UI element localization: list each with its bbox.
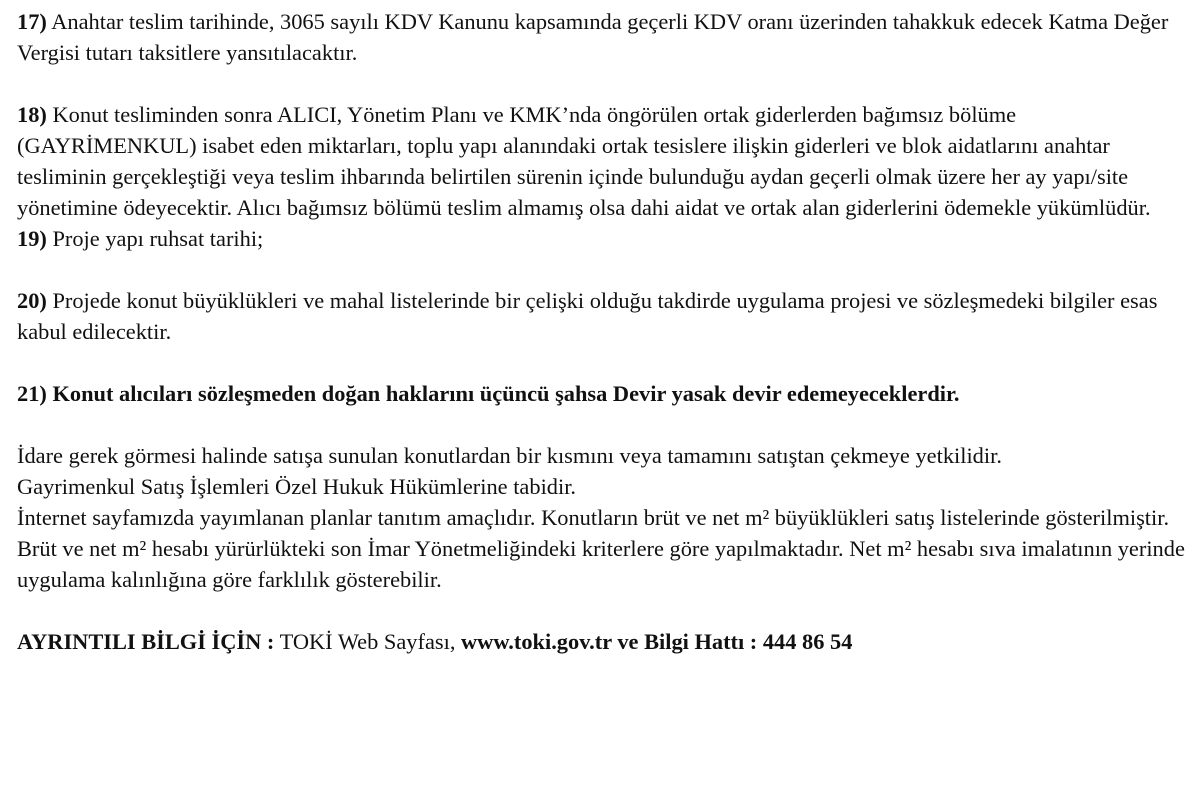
note-private-law: Gayrimenkul Satış İşlemleri Özel Hukuk Hükümlerine tabidir. bbox=[17, 474, 577, 499]
clause-text: Proje yapı ruhsat tarihi; bbox=[46, 226, 264, 251]
spacer bbox=[17, 254, 1185, 285]
clause-text: Konut alıcıları sözleşmeden doğan haklarını üçüncü şahsa Devir yasak devir edemeyeceklerdir. bbox=[46, 381, 960, 406]
contact-middle: TOKİ Web Sayfası, bbox=[274, 629, 462, 654]
spacer bbox=[17, 347, 1185, 378]
clause-text: Konut tesliminden sonra ALICI, Yönetim Planı ve KMK’nda öngörülen ortak giderlerden bağımsız bölüme (GAYRİMENKUL) isabet eden miktarları, toplu yapı alanındaki ortak tesislere ilişkin giderleri ve blok aidatlarını anahtar tesliminin gerçekleştiği veya teslim ihbarında belirtilen sürenin içinde bulunduğu aydan geçerli olmak üzere her ay yapı/site yönetimine ödeyecektir. Alıcı bağımsız bölümü teslim almamış olsa dahi aidat ve ortak alan giderlerini ödemekle yükümlüdür. bbox=[17, 102, 1151, 220]
spacer bbox=[17, 68, 1185, 99]
clause-text: Anahtar teslim tarihinde, 3065 sayılı KDV Kanunu kapsamında geçerli KDV oranı üzerinden tahakkuk edecek Katma Değer Vergisi tutarı taksitlere yansıtılacaktır. bbox=[17, 9, 1169, 65]
clause-number: 17) bbox=[17, 9, 47, 34]
clause-18 bbox=[17, 99, 1185, 223]
contact-label: AYRINTILI BİLGİ İÇİN : bbox=[17, 629, 275, 654]
clause-20 bbox=[17, 285, 1185, 347]
clause-number: 19) bbox=[17, 226, 47, 251]
note-plans: İnternet sayfamızda yayımlanan planlar tanıtım amaçlıdır. Konutların brüt ve net m² büyüklükleri satış listelerinde gösterilmiştir. Brüt ve net m² hesabı yürürlükteki son İmar Yönetmeliğindeki kriterlere göre yapılmaktadır. Net m² hesabı sıva imalatının yerinde uygulama kalınlığına göre farklılık gösterebilir. bbox=[17, 505, 1185, 592]
clause-number: 21) bbox=[17, 381, 47, 406]
clause-number: 18) bbox=[17, 102, 47, 127]
contact-details: www.toki.gov.tr ve Bilgi Hattı : 444 86 54 bbox=[461, 629, 853, 654]
clause-17 bbox=[17, 6, 1185, 68]
contact-info bbox=[17, 626, 1185, 657]
note-withdrawal: İdare gerek görmesi halinde satışa sunulan konutlardan bir kısmını veya tamamını satıştan çekmeye yetkilidir. bbox=[17, 443, 1002, 468]
spacer bbox=[17, 409, 1185, 440]
clause-19 bbox=[17, 223, 1185, 254]
clause-text: Projede konut büyüklükleri ve mahal listelerinde bir çelişki olduğu takdirde uygulama projesi ve sözleşmedeki bilgiler esas kabul edilecektir. bbox=[17, 288, 1158, 344]
spacer bbox=[17, 595, 1185, 626]
clause-21 bbox=[17, 378, 1185, 409]
document-page bbox=[17, 6, 1185, 657]
clause-number: 20) bbox=[17, 288, 47, 313]
